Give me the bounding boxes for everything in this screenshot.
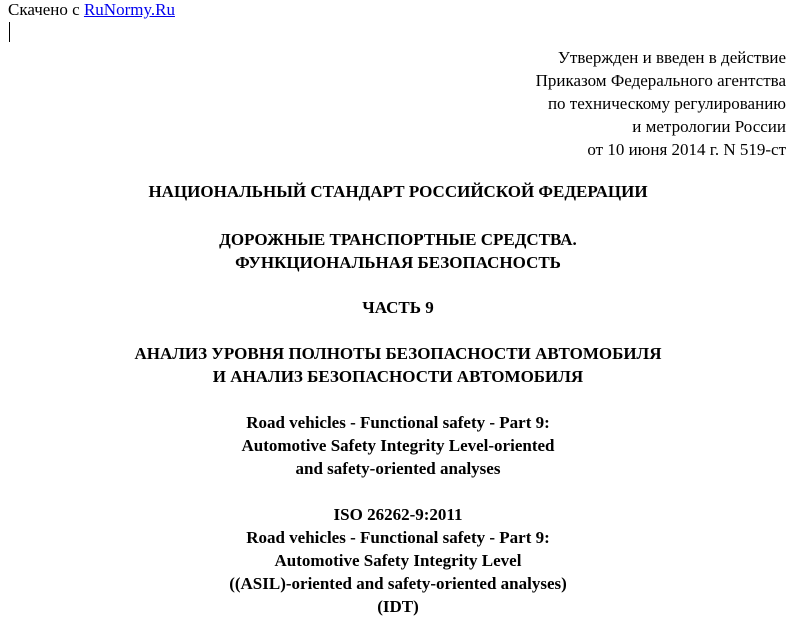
iso-line: Automotive Safety Integrity Level xyxy=(274,551,522,570)
english-title xyxy=(0,411,790,480)
russian-title xyxy=(0,342,790,388)
approval-block xyxy=(536,46,786,161)
subject-heading xyxy=(0,228,790,274)
iso-line: ISO 26262-9:2011 xyxy=(333,505,463,524)
approval-line: Приказом Федерального агентства xyxy=(535,71,786,90)
russian-title-line: АНАЛИЗ УРОВНЯ ПОЛНОТЫ БЕЗОПАСНОСТИ АВТОМОБИЛЯ xyxy=(134,344,662,363)
approval-line: по техническому регулированию xyxy=(547,94,786,113)
download-prefix-text: Скачено с xyxy=(8,0,84,19)
iso-reference xyxy=(0,503,790,618)
approval-line: от 10 июня 2014 г. N 519-ст xyxy=(587,140,786,159)
approval-line: Утвержден и введен в действие xyxy=(557,48,786,67)
subject-line: ДОРОЖНЫЕ ТРАНСПОРТНЫЕ СРЕДСТВА. xyxy=(219,230,577,249)
english-title-line: and safety-oriented analyses xyxy=(295,459,501,478)
russian-title-line: И АНАЛИЗ БЕЗОПАСНОСТИ АВТОМОБИЛЯ xyxy=(212,367,584,386)
text-cursor xyxy=(9,22,10,42)
download-source-line xyxy=(8,0,175,20)
iso-line: (IDT) xyxy=(377,597,419,616)
part-heading xyxy=(0,296,790,319)
iso-line: Road vehicles - Functional safety - Part 9: xyxy=(246,528,550,547)
subject-line: ФУНКЦИОНАЛЬНАЯ БЕЗОПАСНОСТЬ xyxy=(235,253,561,272)
approval-line: и метрологии России xyxy=(632,117,786,136)
standard-title-text: НАЦИОНАЛЬНЫЙ СТАНДАРТ РОССИЙСКОЙ ФЕДЕРАЦИИ xyxy=(148,182,648,201)
english-title-line: Road vehicles - Functional safety - Part 9: xyxy=(246,413,550,432)
english-title-line: Automotive Safety Integrity Level-oriented xyxy=(241,436,555,455)
part-text: ЧАСТЬ 9 xyxy=(362,298,434,317)
standard-title xyxy=(0,180,790,203)
runormy-link[interactable]: RuNormy.Ru xyxy=(83,0,175,19)
iso-line: ((ASIL)-oriented and safety-oriented analyses) xyxy=(229,574,567,593)
